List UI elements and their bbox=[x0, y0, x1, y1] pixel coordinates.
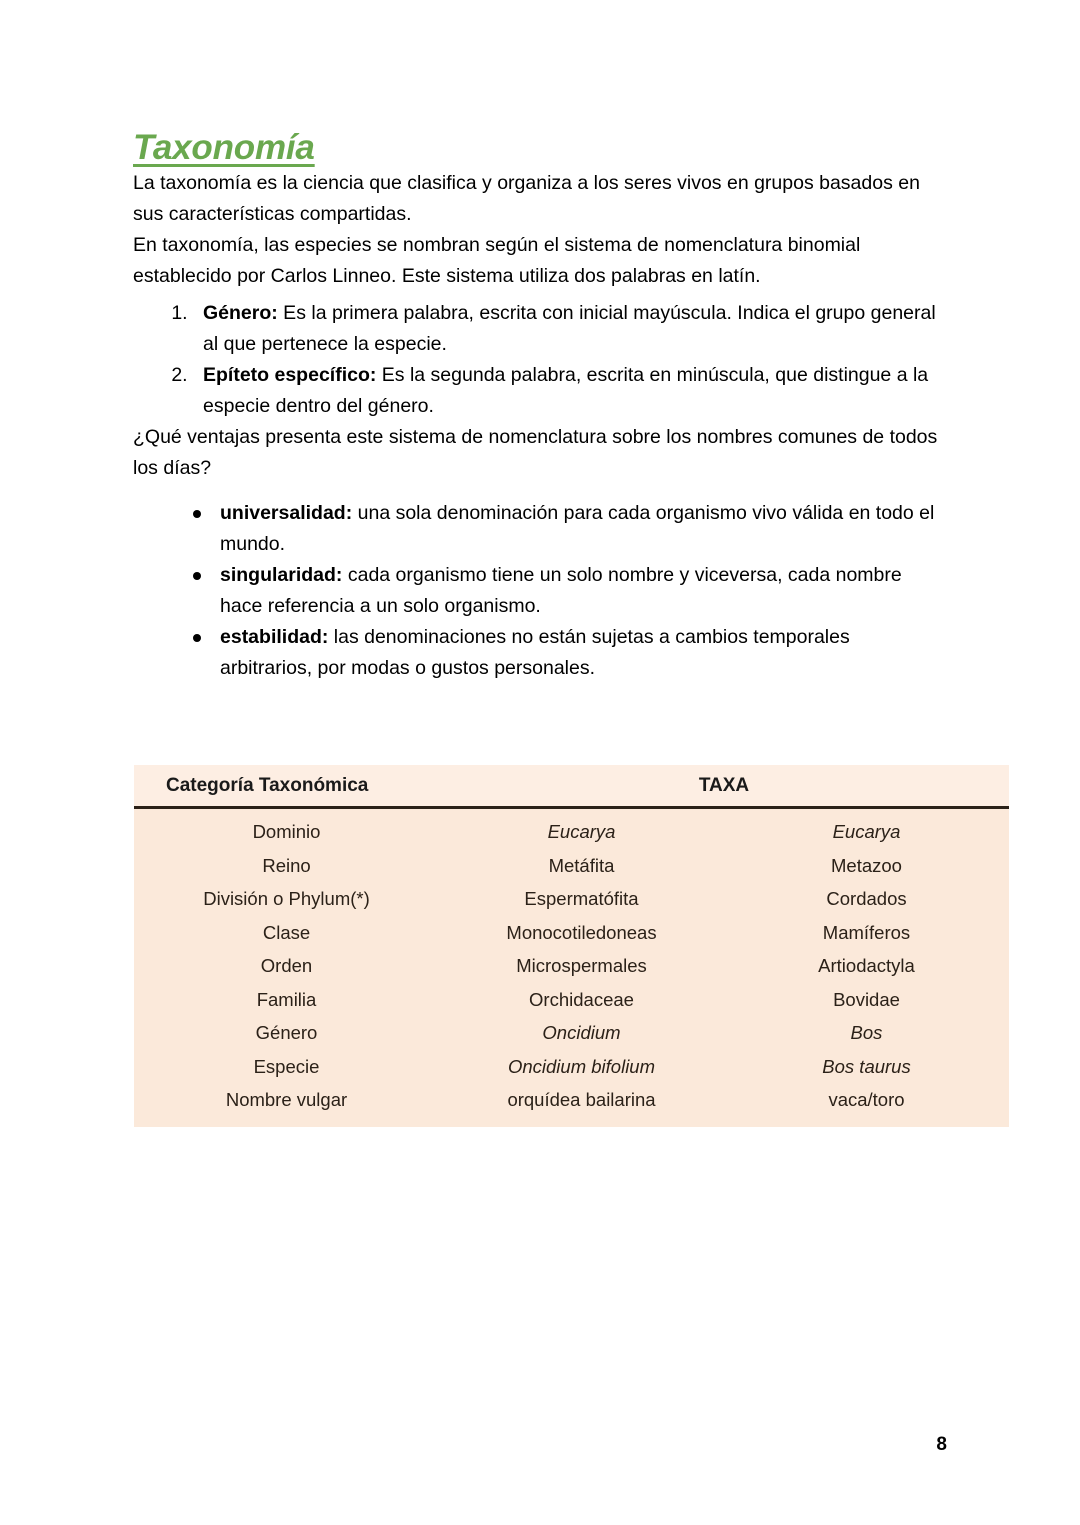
list-item-term: universalidad: bbox=[220, 502, 353, 525]
bullet-icon bbox=[193, 634, 201, 642]
cell-category: Orden bbox=[260, 955, 313, 976]
table-row bbox=[134, 849, 1009, 883]
advantages-list bbox=[133, 498, 947, 684]
bullet-icon bbox=[193, 572, 201, 580]
cell-taxon-animal: Artiodactyla bbox=[818, 955, 915, 976]
table-row bbox=[134, 1050, 1009, 1084]
cell-taxon-animal: Cordados bbox=[826, 888, 907, 909]
list-item bbox=[193, 622, 947, 684]
cell-taxon-plant: Orchidaceae bbox=[529, 988, 634, 1010]
bullet-icon bbox=[193, 510, 201, 518]
list-item-term: estabilidad: bbox=[220, 626, 329, 649]
column-header-taxa: TAXA bbox=[439, 765, 1009, 808]
cell-taxon-animal: Bos bbox=[850, 1022, 883, 1043]
paragraph-question: ¿Qué ventajas presenta este sistema de nomenclatura sobre los nombres comunes de todos los días? bbox=[133, 426, 938, 480]
cell-taxon-animal: Bos taurus bbox=[822, 1055, 911, 1077]
cell-taxon-plant: Oncidium bifolium bbox=[507, 1055, 656, 1077]
page-title: Taxonomía bbox=[133, 128, 315, 167]
page-number: 8 bbox=[936, 1434, 947, 1455]
cell-taxon-animal: Metazoo bbox=[831, 854, 902, 876]
list-item-text: las denominaciones no están sujetas a cambios temporales arbitrarios, por modas o gustos personales. bbox=[220, 626, 850, 680]
table-row bbox=[134, 1084, 1009, 1127]
table-header-row bbox=[134, 765, 1009, 808]
list-item-text: una sola denominación para cada organismo vivo válida en todo el mundo. bbox=[220, 502, 935, 556]
table-row bbox=[134, 883, 1009, 917]
list-item-term: Epíteto específico: bbox=[203, 364, 377, 387]
taxonomy-table-head bbox=[134, 765, 1009, 808]
list-item bbox=[193, 298, 947, 360]
list-item bbox=[193, 498, 947, 560]
cell-taxon-plant: Microspermales bbox=[516, 955, 647, 976]
cell-taxon-animal: Mamíferos bbox=[822, 921, 911, 943]
taxonomy-table-container bbox=[134, 765, 1009, 1127]
cell-category: Especie bbox=[253, 1055, 320, 1077]
paragraph-binomial: En taxonomía, las especies se nombran según el sistema de nomenclatura binomial establecido por Carlos Linneo. Este sistema utiliza dos palabras en latín. bbox=[133, 234, 861, 288]
table-row bbox=[134, 950, 1009, 984]
table-row bbox=[134, 916, 1009, 950]
cell-taxon-plant: orquídea bailarina bbox=[507, 1089, 656, 1110]
table-row bbox=[134, 808, 1009, 850]
cell-taxon-plant: Monocotiledoneas bbox=[506, 921, 657, 943]
list-item-text: Es la segunda palabra, escrita en minúscula, que distingue a la especie dentro del género. bbox=[203, 364, 929, 418]
cell-category: Familia bbox=[256, 988, 317, 1010]
list-item-text: Es la primera palabra, escrita con inicial mayúscula. Indica el grupo general al que pertenece la especie. bbox=[203, 302, 936, 356]
cell-category: Género bbox=[255, 1022, 318, 1043]
table-row bbox=[134, 983, 1009, 1017]
cell-taxon-plant: Eucarya bbox=[547, 821, 616, 842]
list-item bbox=[193, 360, 947, 422]
binomial-components-list bbox=[133, 298, 947, 422]
cell-taxon-animal: Bovidae bbox=[833, 988, 900, 1010]
cell-category: Nombre vulgar bbox=[225, 1089, 348, 1110]
cell-category: División o Phylum(*) bbox=[203, 888, 370, 909]
cell-taxon-animal: Eucarya bbox=[832, 821, 901, 842]
list-item-term: Género: bbox=[203, 302, 278, 325]
cell-category: Dominio bbox=[252, 821, 321, 842]
cell-taxon-plant: Espermatófita bbox=[524, 888, 639, 909]
list-item-term: singularidad: bbox=[220, 564, 343, 587]
paragraph-intro: La taxonomía es la ciencia que clasifica y organiza a los seres vivos en grupos basados en sus características compartidas. bbox=[133, 172, 920, 226]
document-content bbox=[133, 0, 947, 684]
taxonomy-table-body bbox=[134, 808, 1009, 1127]
cell-taxon-animal: vaca/toro bbox=[828, 1089, 905, 1110]
cell-taxon-plant: Metáfita bbox=[548, 854, 615, 876]
column-header-category: Categoría Taxonómica bbox=[134, 765, 439, 808]
cell-taxon-plant: Oncidium bbox=[542, 1022, 621, 1043]
list-item bbox=[193, 560, 947, 622]
table-row bbox=[134, 1017, 1009, 1051]
cell-category: Reino bbox=[262, 854, 311, 876]
list-item-text: cada organismo tiene un solo nombre y viceversa, cada nombre hace referencia a un solo organismo. bbox=[220, 564, 902, 618]
taxonomy-table bbox=[134, 765, 1009, 1127]
cell-category: Clase bbox=[262, 921, 311, 943]
